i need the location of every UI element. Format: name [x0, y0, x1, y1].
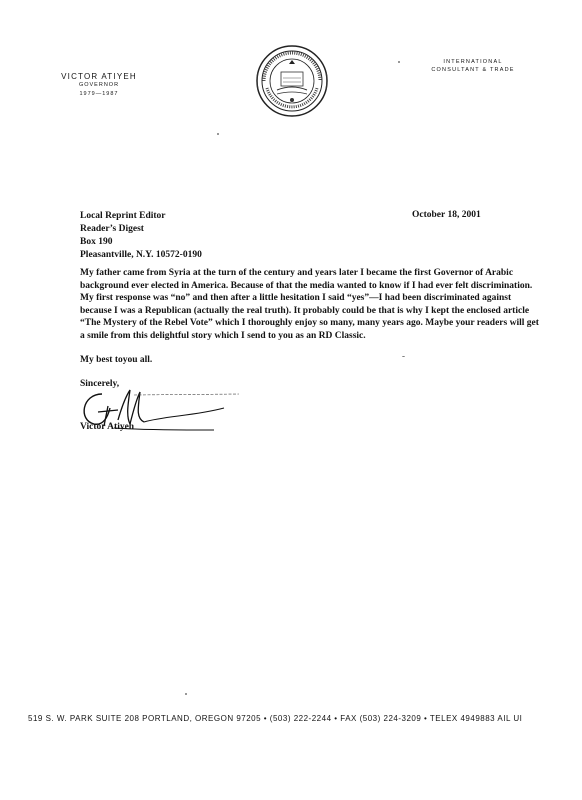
recipient-address [80, 210, 202, 262]
closing-line: My best toyou all. [80, 355, 153, 365]
recipient-line: Box 190 [80, 237, 113, 247]
letter-date: October 18, 2001 [412, 210, 481, 220]
signer-name: Victor Atiyeh [80, 422, 135, 432]
letterhead-role-line2: CONSULTANT & TRADE [431, 67, 515, 73]
letterhead-left [44, 72, 154, 99]
recipient-line: Reader’s Digest [80, 224, 144, 234]
state-seal-icon [255, 44, 329, 118]
scan-speck [398, 61, 400, 63]
letterhead-years: 1979—1987 [79, 91, 119, 97]
recipient-line: Local Reprint Editor [80, 211, 166, 221]
letter-body: My father came from Syria at the turn of the century and years later I became the first Governor of Arabic background ever elected in America. Because of that the media wanted to know if I had ever felt discrimination. My first response was “no” and then after a little hesitation I said “yes”—I had been discriminated against because I was a Republican (actually the real truth). It probably could be that is why I kept the enclosed article “The Mystery of the Rebel Vote” which I thoroughly enjoy so many, many years ago. Maybe your readers will get a smile from this delightful story which I send to you as an RD Classic. [80, 268, 539, 341]
letterhead-right [398, 58, 548, 74]
letterhead-footer: 519 S. W. PARK SUITE 208 PORTLAND, OREGON 97205 • (503) 222-2244 • FAX (503) 224-3209 • TELEX 4949883 AIL UI [28, 714, 523, 723]
scan-speck [217, 133, 219, 135]
letterhead-role-line1: INTERNATIONAL [443, 59, 503, 65]
letterhead-name: VICTOR ATIYEH [61, 72, 137, 81]
recipient-line: Pleasantville, N.Y. 10572-0190 [80, 250, 202, 260]
scan-speck [185, 693, 187, 695]
letterhead-title: GOVERNOR [78, 82, 120, 88]
scan-speck [402, 356, 405, 357]
sincerely-line: Sincerely, [80, 379, 120, 389]
